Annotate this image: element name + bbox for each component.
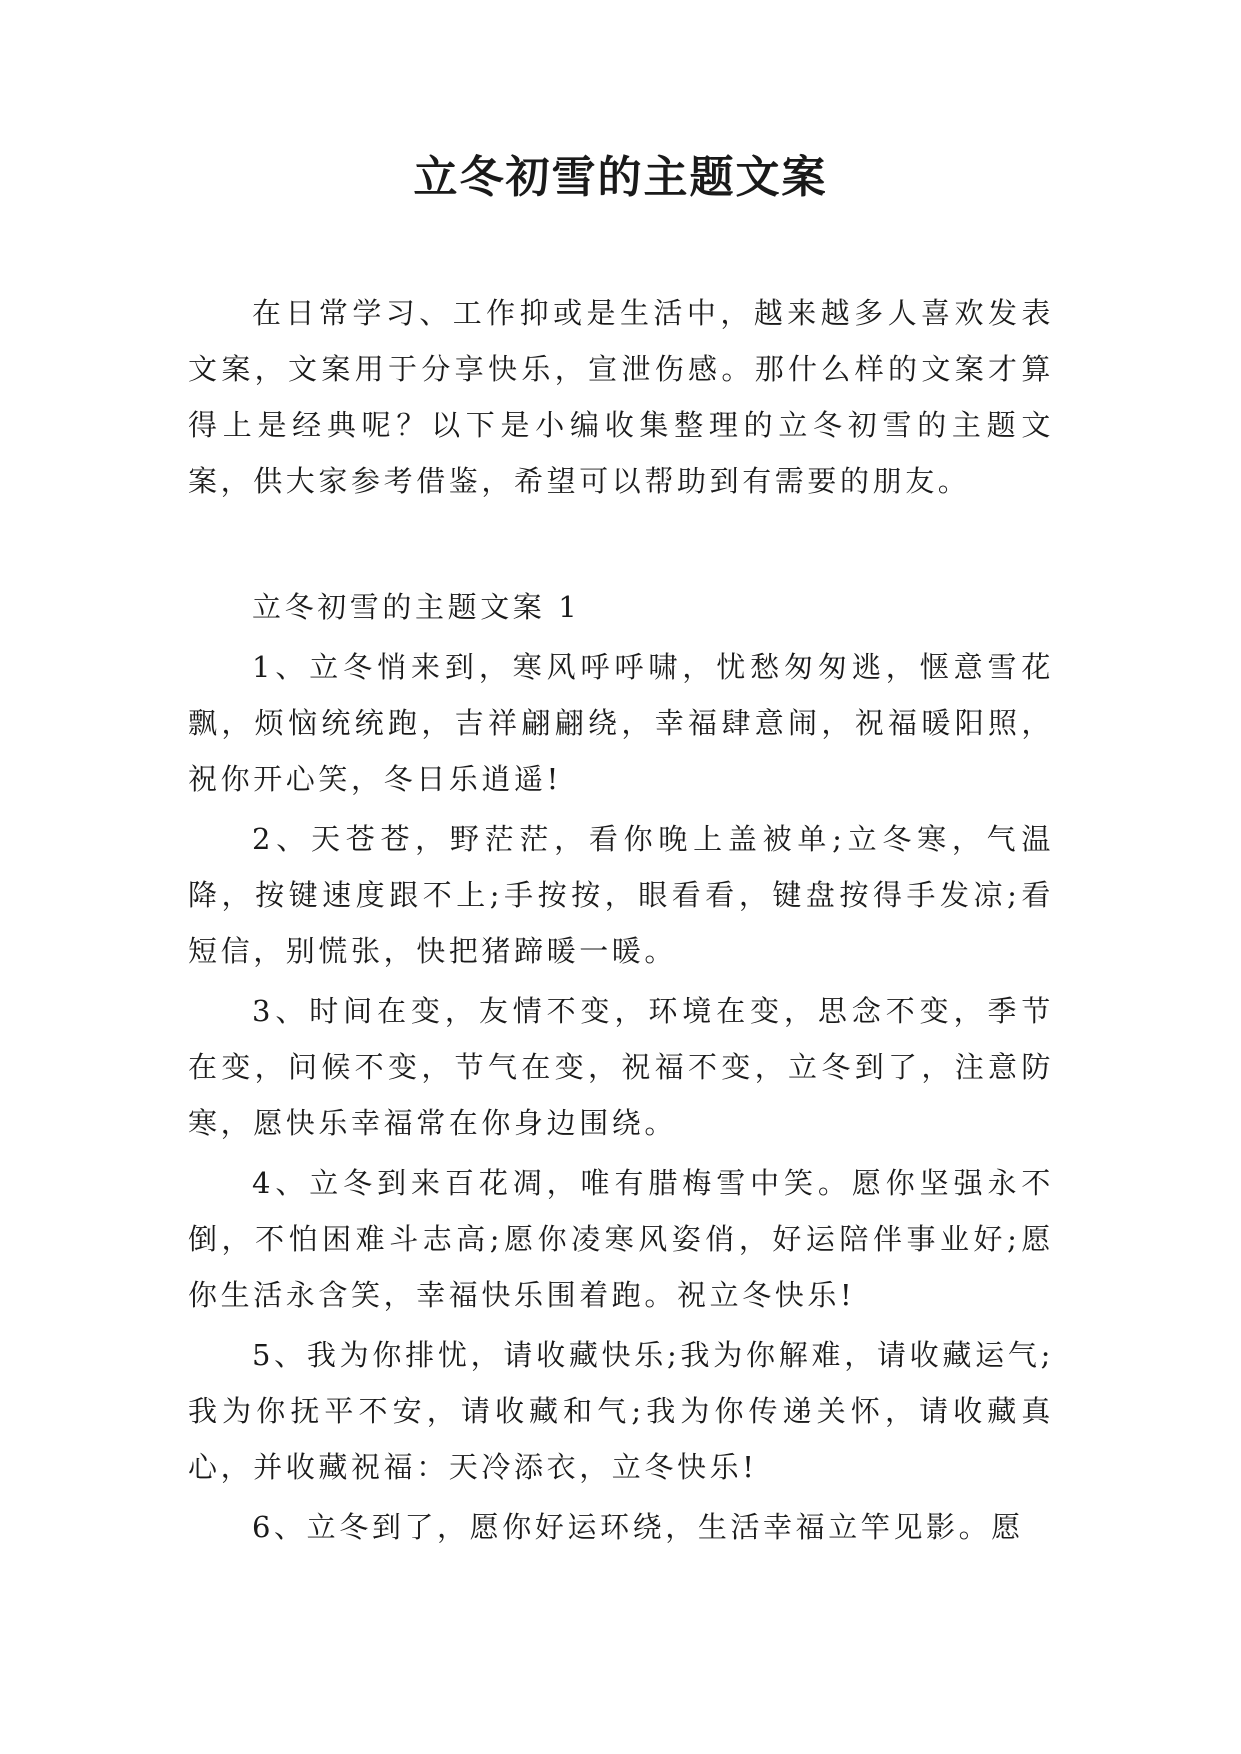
list-item: 3、时间在变，友情不变，环境在变，思念不变，季节在变，问候不变，节气在变，祝福不变，立冬到了，注意防寒，愿快乐幸福常在你身边围绕。 xyxy=(188,994,1054,1140)
section-heading: 立冬初雪的主题文案 1 xyxy=(252,590,581,624)
list-item: 5、我为你排忧，请收藏快乐;我为你解难，请收藏运气;我为你抚平不安，请收藏和气;我为你传递关怀，请收藏真心，并收藏祝福：天冷添衣，立冬快乐! xyxy=(188,1338,1054,1484)
intro-paragraph: 在日常学习、工作抑或是生活中，越来越多人喜欢发表文案，文案用于分享快乐，宣泄伤感。那什么样的文案才算得上是经典呢？以下是小编收集整理的立冬初雪的主题文案，供大家参考借鉴，希望可以帮助到有需要的朋友。 xyxy=(188,296,1054,498)
list-item: 4、立冬到来百花凋，唯有腊梅雪中笑。愿你坚强永不倒，不怕困难斗志高;愿你凌寒风姿俏，好运陪伴事业好;愿你生活永含笑，幸福快乐围着跑。祝立冬快乐! xyxy=(188,1166,1054,1312)
list-item: 6、立冬到了，愿你好运环绕，生活幸福立竿见影。愿 xyxy=(252,1510,1024,1544)
document-body xyxy=(188,285,1054,1555)
list-item: 2、天苍苍，野茫茫，看你晚上盖被单;立冬寒，气温降，按键速度跟不上;手按按，眼看看，键盘按得手发凉;看短信，别慌张，快把猪蹄暖一暖。 xyxy=(188,822,1054,968)
page-title: 立冬初雪的主题文案 xyxy=(413,152,828,203)
list-item: 1、立冬悄来到，寒风呼呼啸，忧愁匆匆逃，惬意雪花飘，烦恼统统跑，吉祥翩翩绕，幸福肆意闹，祝福暖阳照，祝你开心笑，冬日乐逍遥! xyxy=(188,650,1054,796)
